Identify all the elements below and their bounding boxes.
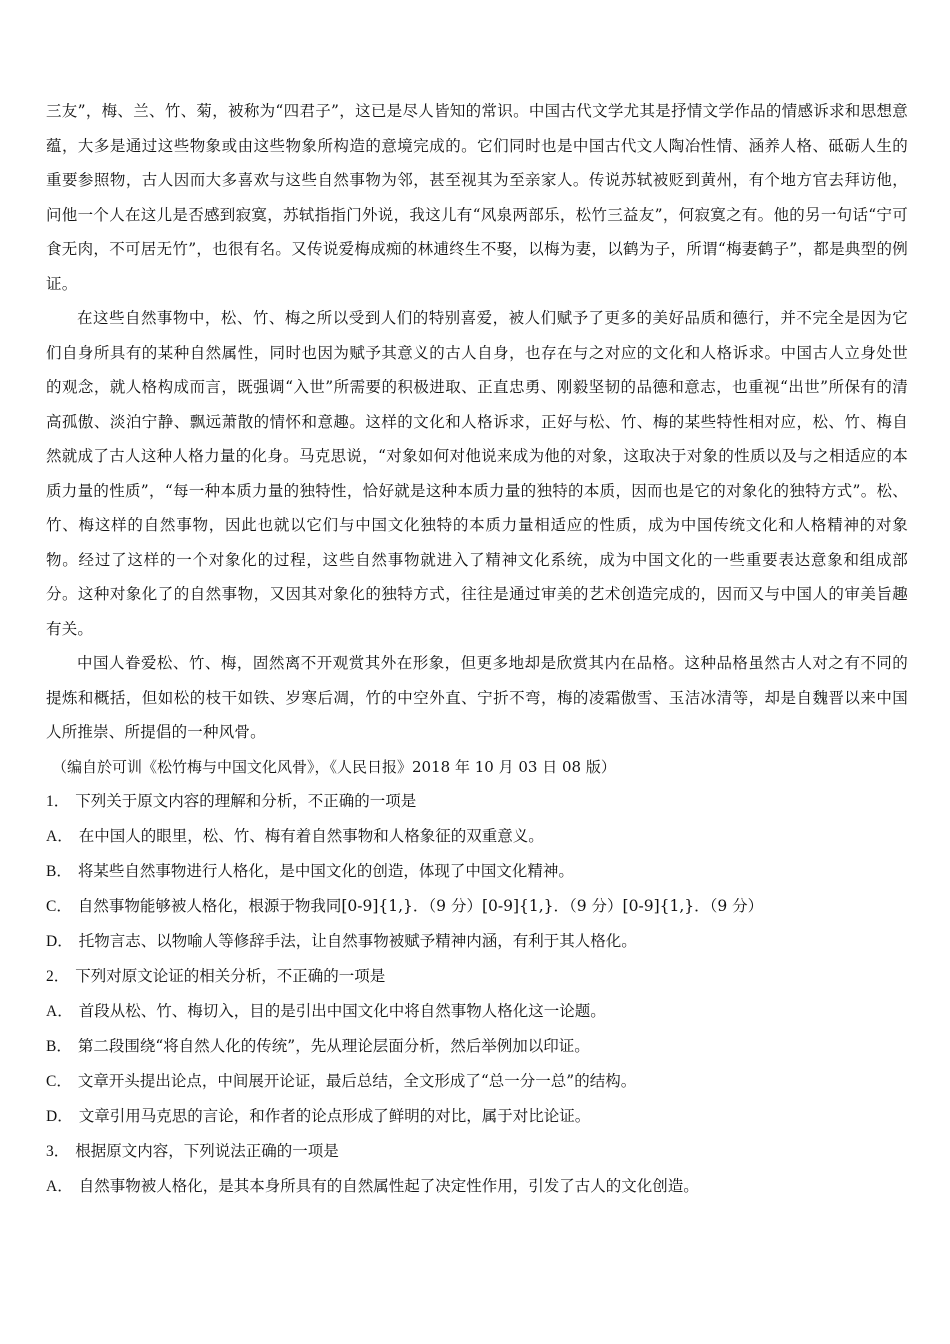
option-b	[46, 1029, 908, 1064]
option-letter: B．	[46, 1037, 72, 1055]
question-2	[46, 959, 908, 1134]
option-text: 在中国人的眼里，松、竹、梅有着自然事物和人格象征的双重意义。	[78, 826, 544, 845]
question-number: 2．	[46, 967, 70, 985]
article-paragraph-3: 中国人眷爱松、竹、梅，固然离不开观赏其外在形象，但更多地却是欣赏其内在品格。这种品格虽然古人对之有不同的提炼和概括，但如松的枝干如铁、岁寒后凋，竹的中空外直、宁折不弯，梅的凌霜傲雪、玉洁冰清等，却是自魏晋以来中国人所推崇、所提倡的一种风骨。	[46, 654, 908, 741]
option-letter: C．	[46, 897, 72, 915]
option-text: 自然事物能够被人格化，根源于物我同[0-9]{1,}．（9 分）[0-9]{1,}．（9 分）[0-9]{1,}．（9 分）	[77, 896, 764, 915]
option-letter: A．	[46, 1177, 73, 1195]
option-text: 自然事物被人格化，是其本身所具有的自然属性起了决定性作用，引发了古人的文化创造。	[78, 1176, 699, 1195]
option-text: 托物言志、以物喻人等修辞手法，让自然事物被赋予精神内涵，有利于其人格化。	[78, 931, 637, 950]
question-text: 根据原文内容，下列说法正确的一项是	[75, 1141, 339, 1160]
question-stem	[46, 959, 908, 994]
article-source: （编自於可训《松竹梅与中国文化风骨》，《人民日报》2018 年 10 月 03 日 08 版）	[52, 757, 616, 776]
question-3	[46, 1134, 908, 1204]
option-letter: A．	[46, 827, 73, 845]
option-letter: D．	[46, 932, 73, 950]
question-1	[46, 784, 908, 959]
option-c	[46, 1064, 908, 1099]
option-text: 第二段围绕“将自然人化的传统”，先从理论层面分析，然后举例加以印证。	[77, 1036, 590, 1055]
option-b	[46, 854, 908, 889]
article-paragraph-2: 在这些自然事物中，松、竹、梅之所以受到人们的特别喜爱，被人们赋予了更多的美好品质和德行，并不完全是因为它们自身所具有的某种自然属性，同时也因为赋予其意义的古人自身，也存在与之对应的文化和人格诉求。中国古人立身处世的观念，就人格构成而言，既强调“入世”所需要的积极进取、正直忠勇、刚毅坚韧的品德和意志，也重视“出世”所保有的清高孤傲、淡泊宁静、飘远萧散的情怀和意趣。这样的文化和人格诉求，正好与松、竹、梅的某些特性相对应，松、竹、梅自然就成了古人这种人格力量的化身。马克思说，“对象如何对他说来成为他的对象，这取决于对象的性质以及与之相适应的本质力量的性质”，“每一种本质力量的独特性，恰好就是这种本质力量的独特的本质，因而也是它的对象化的独特方式”。松、竹、梅这样的自然事物，因此也就以它们与中国文化独特的本质力量相适应的性质，成为中国传统文化和人格精神的对象物。经过了这样的一个对象化的过程，这些自然事物就进入了精神文化系统，成为中国文化的一些重要表达意象和组成部分。这种对象化了的自然事物，又因其对象化的独特方式，往往是通过审美的艺术创造完成的，因而又与中国人的审美旨趣有关。	[46, 309, 908, 638]
option-d	[46, 1099, 908, 1134]
question-number: 1．	[46, 792, 70, 810]
option-text: 文章开头提出论点，中间展开论证，最后总结，全文形成了“总一分一总”的结构。	[77, 1071, 637, 1090]
option-c	[46, 889, 908, 924]
question-text: 下列对原文论证的相关分析，不正确的一项是	[75, 966, 386, 985]
question-stem	[46, 784, 908, 819]
option-d	[46, 924, 908, 959]
option-a	[46, 819, 908, 854]
option-text: 首段从松、竹、梅切入，目的是引出中国文化中将自然事物人格化这一论题。	[78, 1001, 606, 1020]
option-text: 将某些自然事物进行人格化，是中国文化的创造，体现了中国文化精神。	[77, 861, 574, 880]
article-paragraph-1: 三友”，梅、兰、竹、菊，被称为“四君子”，这已是尽人皆知的常识。中国古代文学尤其是抒情文学作品的情感诉求和思想意蕴，大多是通过这些物象或由这些物象所构造的意境完成的。它们同时也是中国古代文人陶冶性情、涵养人格、砥砺人生的重要参照物，古人因而大多喜欢与这些自然事物为邻，甚至视其为至亲家人。传说苏轼被贬到黄州，有个地方官去拜访他，问他一个人在这儿是否感到寂寞，苏轼指指门外说，我这儿有“风泉两部乐，松竹三益友”，何寂寞之有。他的另一句话“宁可食无肉，不可居无竹”，也很有名。又传说爱梅成痴的林逋终生不娶，以梅为妻，以鹤为子，所谓“梅妻鹤子”，都是典型的例证。	[46, 102, 908, 293]
question-stem	[46, 1134, 908, 1169]
option-letter: C．	[46, 1072, 72, 1090]
question-text: 下列关于原文内容的理解和分析，不正确的一项是	[75, 791, 417, 810]
question-number: 3．	[46, 1142, 70, 1160]
document-page	[46, 94, 908, 1204]
option-text: 文章引用马克思的言论，和作者的论点形成了鲜明的对比，属于对比论证。	[78, 1106, 591, 1125]
option-letter: D．	[46, 1107, 73, 1125]
option-a	[46, 1169, 908, 1204]
option-letter: A．	[46, 1002, 73, 1020]
option-a	[46, 994, 908, 1029]
option-letter: B．	[46, 862, 72, 880]
